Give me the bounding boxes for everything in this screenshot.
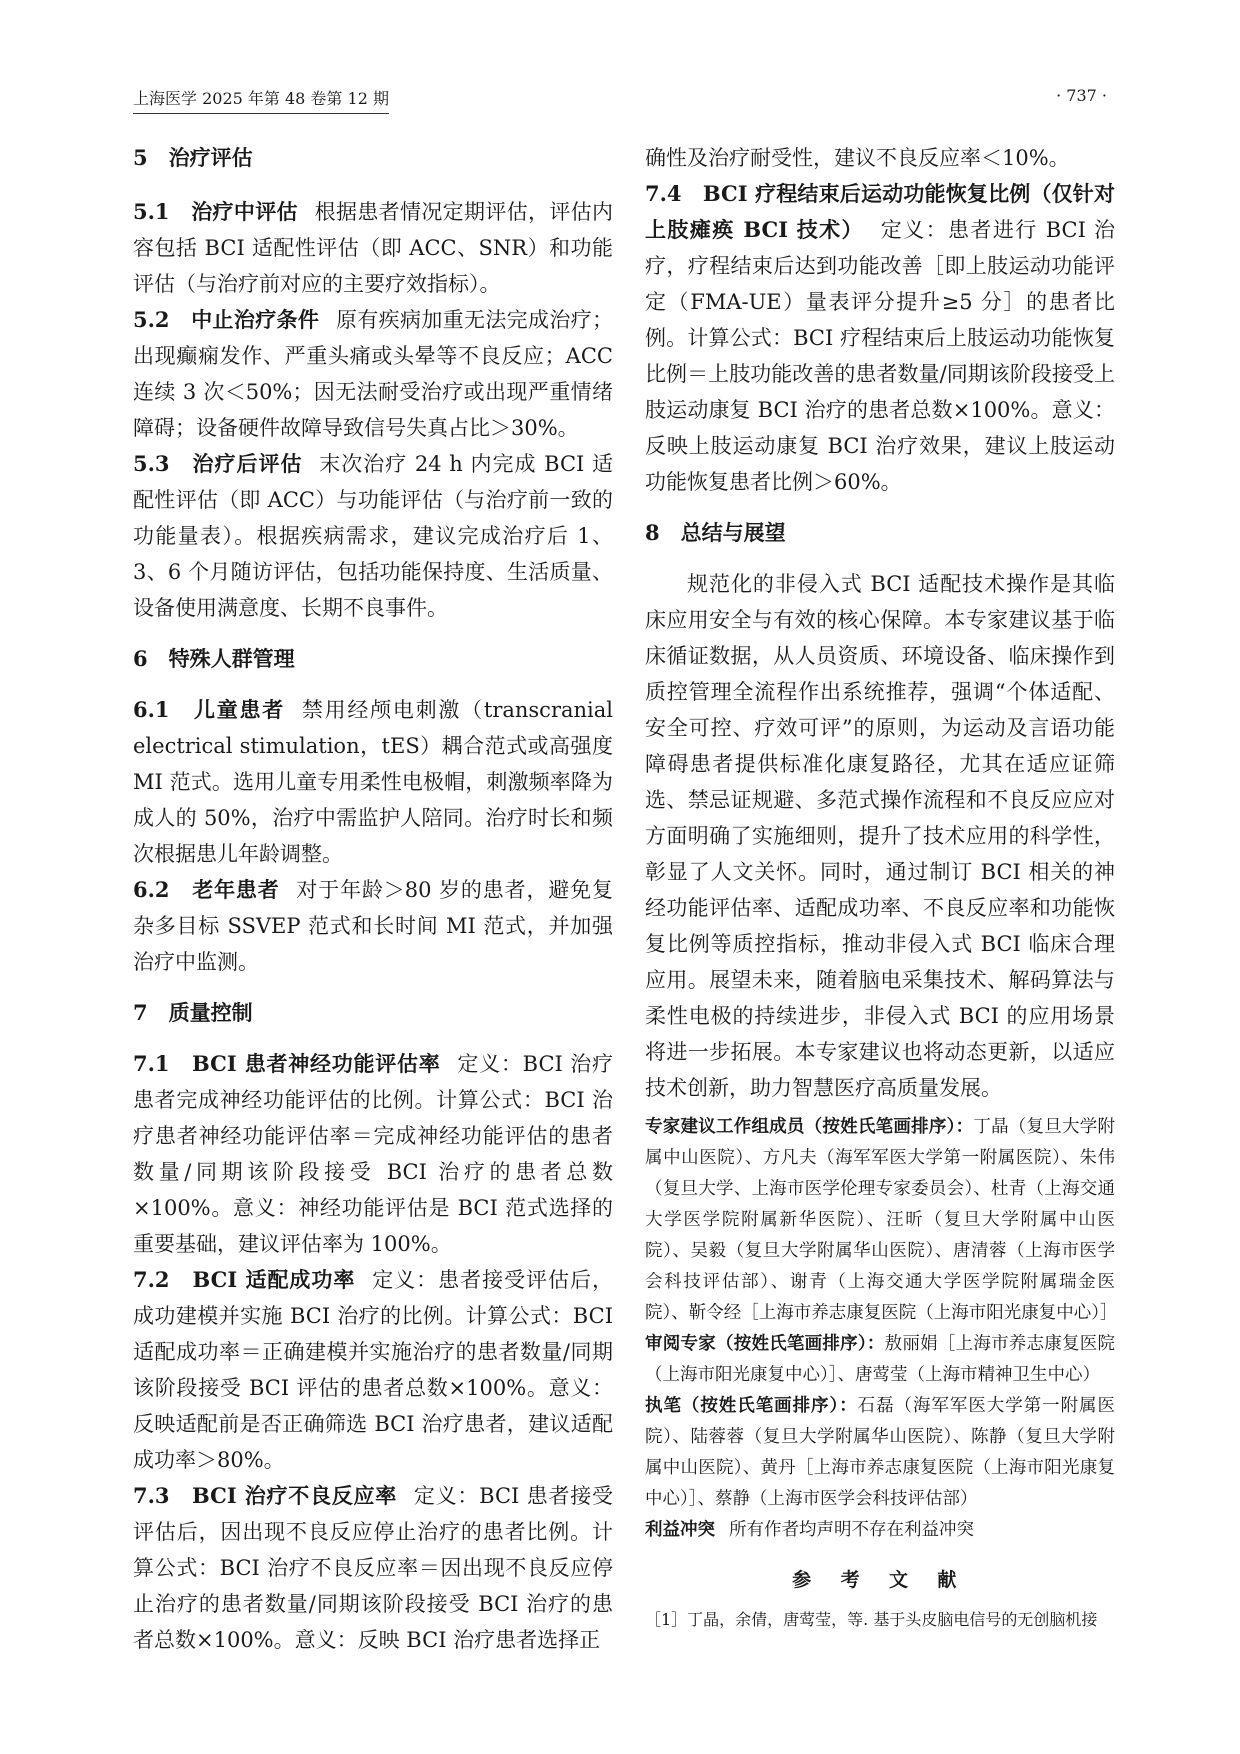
section-5-3	[133, 446, 613, 626]
section-5-2-text: 原有疾病加重无法完成治疗；出现癫痫发作、严重头痛或头晕等不良反应；ACC 连续 3 次＜50%；因无法耐受治疗或出现严重情绪障碍；设备硬件故障导致信号失真占比＞30%。	[133, 308, 613, 440]
section-6-2-text: 对于年龄＞80 岁的患者，避免复杂多目标 SSVEP 范式和长时间 MI 范式，并加强治疗中监测。	[133, 878, 613, 974]
section-6-2	[133, 872, 613, 980]
section-7-1-title: 7.1 BCI 患者神经功能评估率	[133, 1051, 441, 1076]
conflict-paragraph	[645, 1515, 1115, 1546]
left-column	[133, 140, 613, 1658]
section-7-2-title: 7.2 BCI 适配成功率	[133, 1267, 356, 1292]
page-number: · 737 ·	[1056, 86, 1107, 105]
section-7-3-text: 定义：BCI 患者接受评估后，因出现不良反应停止治疗的患者比例。计算公式：BCI 治疗不良反应率＝因出现不良反应停止治疗的患者数量/同期该阶段接受 BCI 治疗的患者总数×100%。意义：反映 BCI 治疗患者选择正	[133, 1484, 613, 1652]
section-5-3-title: 5.3 治疗后评估	[133, 451, 303, 476]
right-column	[645, 140, 1118, 1634]
section-7-1-text: 定义：BCI 治疗患者完成神经功能评估的比例。计算公式：BCI 治疗患者神经功能评估率＝完成神经功能评估的患者数量/同期该阶段接受 BCI 治疗的患者总数×100%。意义：神经功能评估是 BCI 范式选择的重要基础，建议评估率为 100%。	[133, 1052, 613, 1256]
reviewers-text: 敖丽娟［上海市养志康复医院（上海市阳光康复中心）］、唐莺莹（上海市精神卫生中心）	[645, 1334, 1116, 1385]
section-7-3	[133, 1478, 613, 1658]
section-7-4	[645, 176, 1115, 500]
section-5-1-title: 5.1 治疗中评估	[133, 199, 298, 224]
members-label: 专家建议工作组成员（按姓氏笔画排序）：	[645, 1117, 974, 1137]
section-5-2	[133, 302, 613, 446]
section-6-1	[133, 692, 613, 872]
section-6-heading: 6 特殊人群管理	[133, 646, 295, 671]
section-5-2-title: 5.2 中止治疗条件	[133, 307, 320, 332]
journal-title: 上海医学 2025 年第 48 卷第 12 期	[133, 86, 389, 114]
section-7-3-title: 7.3 BCI 治疗不良反应率	[133, 1483, 398, 1508]
conflict-text: 所有作者均声明不存在利益冲突	[729, 1520, 974, 1540]
writers-paragraph	[645, 1391, 1115, 1515]
section-7-heading: 7 质量控制	[133, 1000, 253, 1025]
section-7-4-text: 定义：患者进行 BCI 治疗，疗程结束后达到功能改善［即上肢运动功能评定（FMA-UE）量表评分提升≥5 分］的患者比例。计算公式：BCI 疗程结束后上肢运动功能恢复比例＝上肢功能改善的患者数量/同期该阶段接受上肢运动康复 BCI 治疗的患者总数×100%。意义：反映上肢运动康复 BCI 治疗效果，建议上肢运动功能恢复患者比例＞60%。	[645, 218, 1115, 494]
section-8-text: 规范化的非侵入式 BCI 适配技术操作是其临床应用安全与有效的核心保障。本专家建议基于临床循证数据，从人员资质、环境设备、临床操作到质控管理全流程作出系统推荐，强调“个体适配、安全可控、疗效可评”的原则，为运动及言语功能障碍患者提供标准化康复路径，尤其在适应证筛选、禁忌证规避、多范式操作流程和不良反应应对方面明确了实施细则，提升了技术应用的科学性，彰显了人文关怀。同时，通过制订 BCI 相关的神经功能评估率、适配成功率、不良反应率和功能恢复比例等质控指标，推动非侵入式 BCI 临床合理应用。展望未来，随着脑电采集技术、解码算法与柔性电极的持续进步，非侵入式 BCI 的应用场景将进一步拓展。本专家建议也将动态更新，以适应技术创新，助力智慧医疗高质量发展。	[645, 572, 1115, 1100]
members-text: 丁晶（复旦大学附属中山医院）、方凡夫（海军军医大学第一附属医院）、朱伟（复旦大学、上海市医学伦理专家委员会）、杜青（上海交通大学医学院附属新华医院）、汪昕（复旦大学附属中山医院）、吴毅（复旦大学附属华山医院）、唐清蓉（上海市医学会科技评估部）、谢青（上海交通大学医学院附属瑞金医院）、靳令经［上海市养志康复医院（上海市阳光康复中心）］	[645, 1117, 1118, 1323]
writers-text: 石磊（海军军医大学第一附属医院）、陆蓉蓉（复旦大学附属华山医院）、陈静（复旦大学附属中山医院）、黄丹［上海市养志康复医院（上海市阳光康复中心）］、蔡静（上海市医学会科技评估部）	[645, 1396, 1116, 1509]
section-6-1-title: 6.1 儿童患者	[133, 697, 286, 722]
section-6-1-text: 禁用经颅电刺激（transcranial electrical stimulation，tES）耦合范式或高强度 MI 范式。选用儿童专用柔性电极帽，刺激频率降为成人的 50%，治疗中需监护人陪同。治疗时长和频次根据患儿年龄调整。	[133, 698, 613, 866]
section-6-2-title: 6.2 老年患者	[133, 877, 280, 902]
writers-label: 执笔（按姓氏笔画排序）：	[645, 1396, 858, 1416]
reviewers-label: 审阅专家（按姓氏笔画排序）：	[645, 1334, 885, 1354]
section-7-3-continued: 确性及治疗耐受性，建议不良反应率＜10%。	[645, 146, 1070, 170]
section-7-2-text: 定义：患者接受评估后，成功建模并实施 BCI 治疗的比例。计算公式：BCI 适配成功率＝正确建模并实施治疗的患者数量/同期该阶段接受 BCI 评估的患者总数×100%。意义：反映适配前是否正确筛选 BCI 治疗患者，建议适配成功率＞80%。	[133, 1268, 614, 1472]
reference-item: ［1］丁晶，余倩，唐莺莹，等. 基于头皮脑电信号的无创脑机接	[645, 1610, 1098, 1629]
references-heading: 参 考 文 献	[792, 1569, 968, 1591]
section-5-1	[133, 194, 613, 302]
section-5-heading: 5 治疗评估	[133, 145, 253, 170]
conflict-label: 利益冲突	[645, 1520, 715, 1540]
credits-block	[645, 1112, 1118, 1546]
page-header	[133, 82, 1107, 110]
members-paragraph	[645, 1112, 1118, 1329]
section-5-1-text: 根据患者情况定期评估，评估内容包括 BCI 适配性评估（即 ACC、SNR）和功能评估（与治疗前对应的主要疗效指标）。	[133, 200, 613, 296]
section-5-3-text: 末次治疗 24 h 内完成 BCI 适配性评估（即 ACC）与功能评估（与治疗前一致的功能量表）。根据疾病需求，建议完成治疗后 1、3、6 个月随访评估，包括功能保持度、生活质量、设备使用满意度、长期不良事件。	[133, 452, 613, 620]
reviewers-paragraph	[645, 1329, 1115, 1391]
section-7-2	[133, 1262, 613, 1478]
section-8-heading: 8 总结与展望	[645, 520, 786, 545]
section-7-4-title: 7.4 BCI 疗程结束后运动功能恢复比例（仅针对上肢瘫痪 BCI 技术）	[645, 181, 1115, 242]
section-7-1	[133, 1046, 613, 1262]
